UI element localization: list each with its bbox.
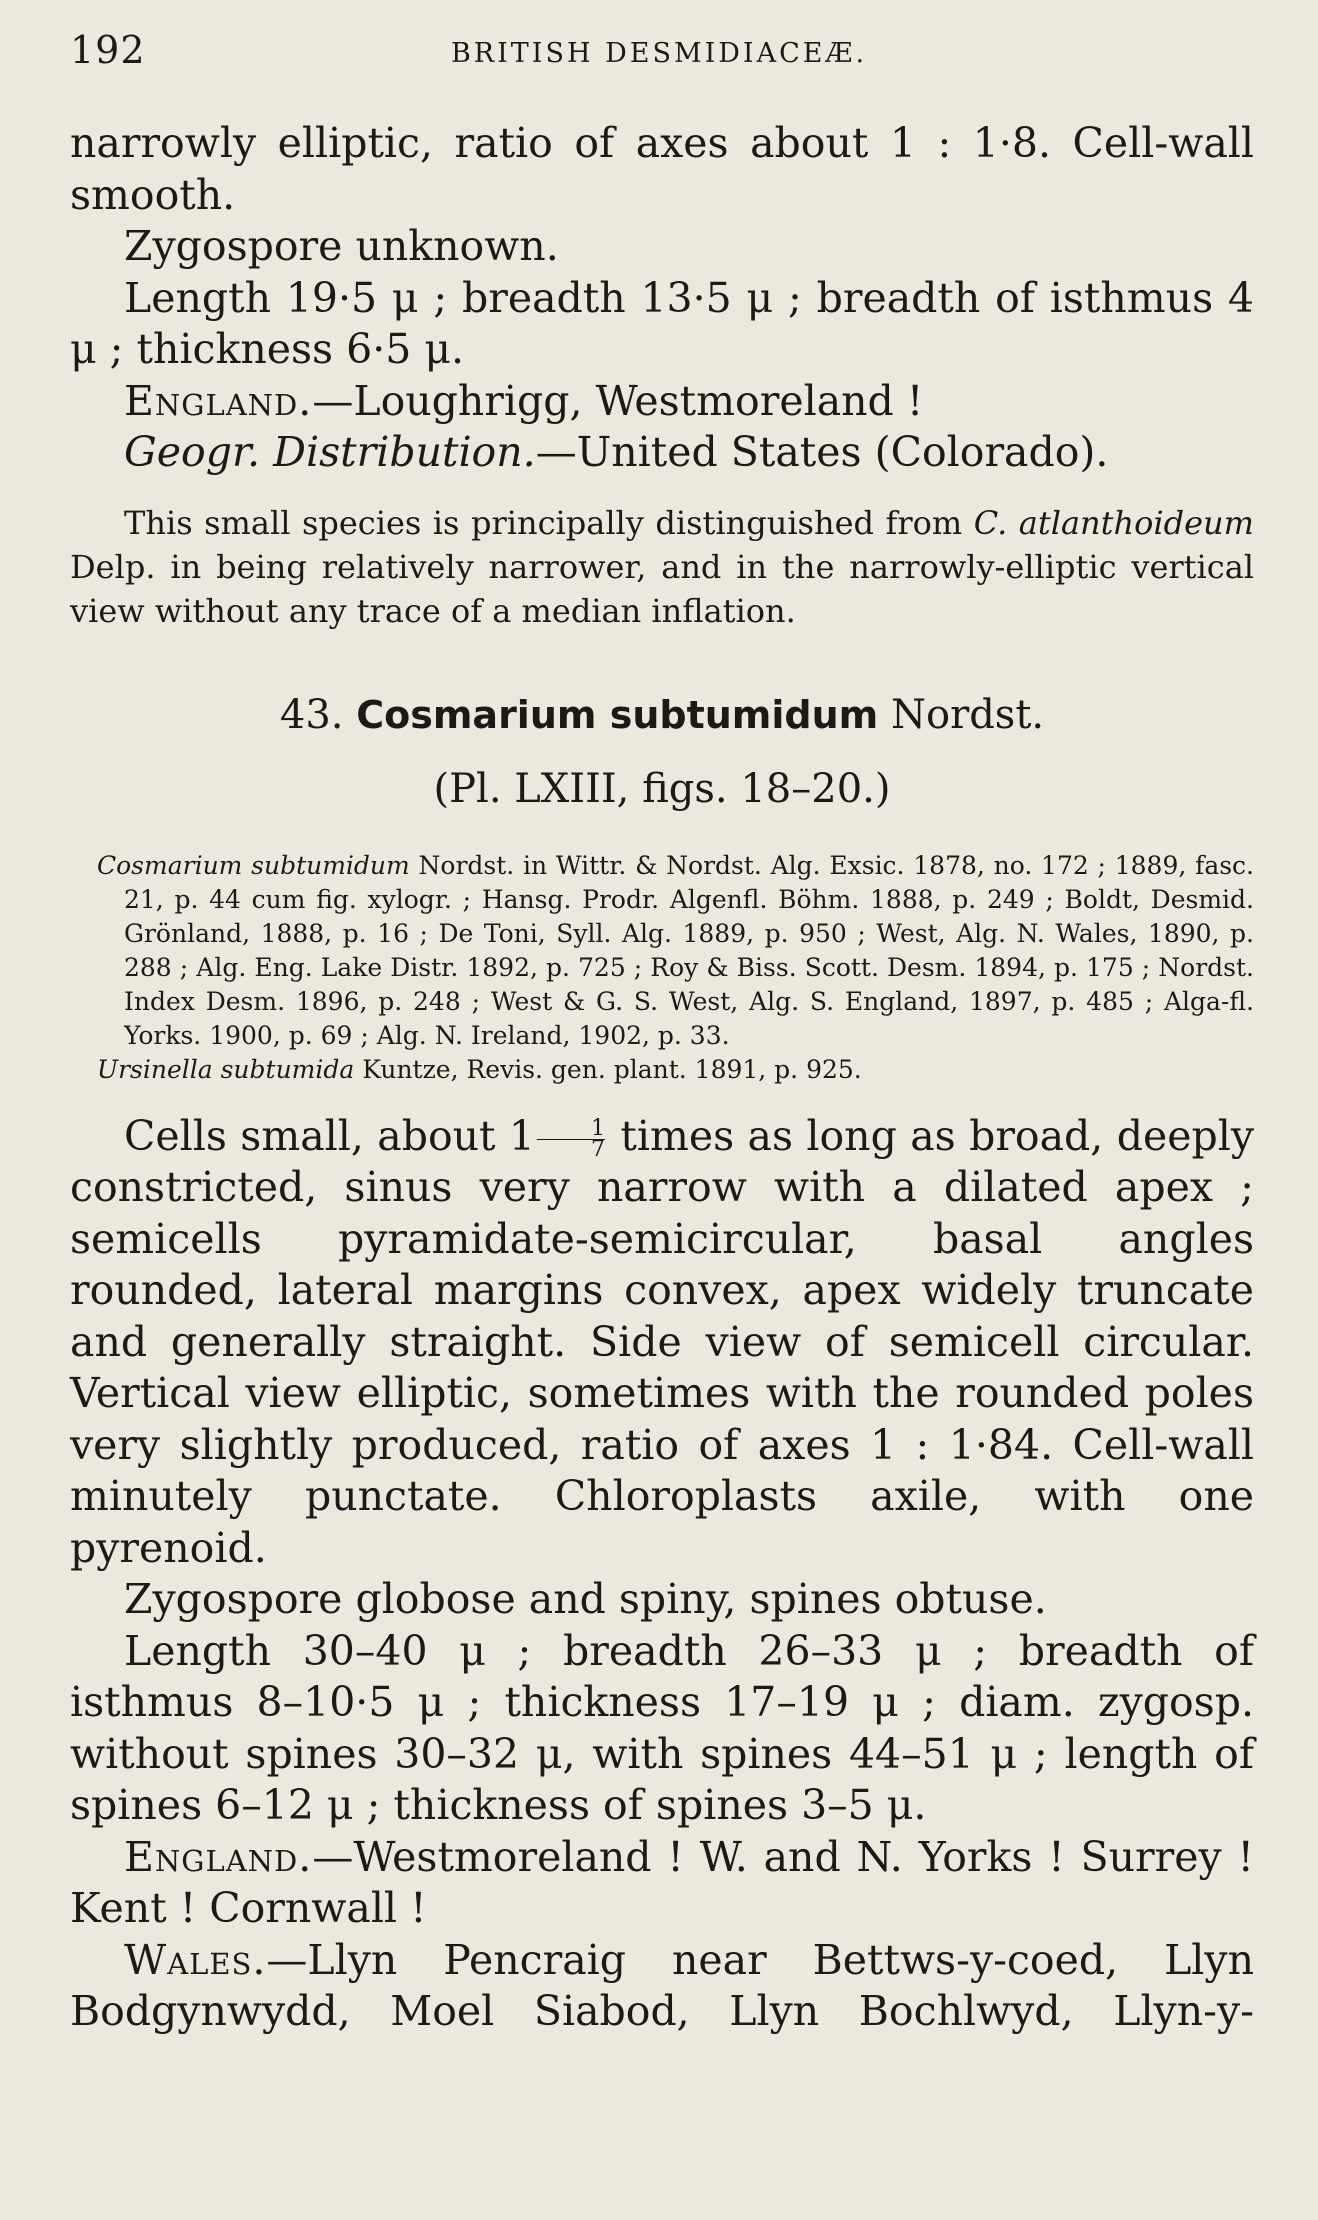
note-text-pre: This small species is principally distinguished from bbox=[124, 503, 974, 542]
species-heading bbox=[70, 689, 1254, 741]
geogr-label: Geogr. Distribution. bbox=[124, 428, 536, 476]
description-start: Cells small, about 1 bbox=[124, 1111, 535, 1160]
plate-reference: (Pl. LXIII, figs. 18–20.) bbox=[433, 765, 891, 812]
synonym-taxon: Ursinella subtumida bbox=[97, 1054, 355, 1084]
prev-species-note bbox=[70, 501, 1254, 633]
synonym-citations: Kuntze, Revis. gen. plant. 1891, p. 925. bbox=[354, 1054, 862, 1084]
locality-england bbox=[70, 1832, 1254, 1935]
fraction bbox=[537, 1115, 605, 1162]
species-name: Cosmarium subtumidum bbox=[356, 692, 879, 737]
fraction-denominator: 7 bbox=[537, 1139, 605, 1160]
note-taxon: C. atlanthoideum bbox=[973, 503, 1255, 542]
note-text-post: Delp. in being relatively narrower, and in the narrowly-elliptic vertical view without any trace of a median inflation. bbox=[70, 547, 1254, 630]
synonym-entry bbox=[70, 849, 1254, 1053]
prev-zygospore: Zygospore unknown. bbox=[124, 222, 559, 270]
prev-geographic-distribution bbox=[70, 427, 1254, 479]
country-label: Wales. bbox=[124, 1935, 267, 1984]
species-number: 43. bbox=[279, 691, 344, 738]
zygospore-description: Zygospore globose and spiny, spines obtuse. bbox=[124, 1575, 1047, 1623]
locality-wales bbox=[70, 1935, 1254, 2038]
species-description bbox=[70, 1111, 1254, 1575]
species-author: Nordst. bbox=[891, 691, 1045, 738]
page-body bbox=[70, 118, 1254, 2038]
running-title: BRITISH DESMIDIACEÆ. bbox=[450, 38, 868, 69]
continued-description: narrowly elliptic, ratio of axes about 1 : 1·8. Cell-wall smooth. bbox=[70, 119, 1254, 219]
prev-locality-england bbox=[70, 376, 1254, 428]
country-label: England. bbox=[124, 376, 313, 425]
description-rest: times as long as broad, deeply constricted, sinus very narrow with a dilated apex ; semicells pyramidate-semicircular, basal angles rounded, lateral margins convex, apex widely truncate and generally straight. Side view of semicell circular. Vertical view elliptic, sometimes with the rounded poles very slightly produced, ratio of axes 1 : 1·84. Cell-wall minutely punctate. Chloroplasts axile, with one pyrenoid. bbox=[70, 1111, 1254, 1572]
measurements: Length 30–40 μ ; breadth 26–33 μ ; breadth of isthmus 8–10·5 μ ; thickness 17–19 μ ; diam. zygosp. without spines 30–32 μ, with spines 44–51 μ ; length of spines 6–12 μ ; thickness of spines 3–5 μ. bbox=[70, 1626, 1254, 1829]
locality-text: —Loughrigg, Westmoreland ! bbox=[312, 376, 924, 425]
prev-measurements: Length 19·5 μ ; breadth 13·5 μ ; breadth of isthmus 4 μ ; thickness 6·5 μ. bbox=[70, 273, 1254, 373]
synonymy-block bbox=[70, 849, 1254, 1087]
fraction-numerator: 1 bbox=[591, 1115, 605, 1141]
synonym-entry bbox=[70, 1053, 1254, 1087]
page-number: 192 bbox=[70, 28, 146, 72]
country-label: England. bbox=[124, 1832, 313, 1881]
geogr-text: —United States (Colorado). bbox=[535, 428, 1109, 476]
page-header bbox=[70, 28, 1248, 78]
locality-text: —Llyn Pencraig near Bettws-y-coed, Llyn Bodgynwydd, Moel Siabod, Llyn Bochlwyd, Llyn-y- bbox=[70, 1935, 1254, 2035]
synonym-citations: Nordst. in Wittr. & Nordst. Alg. Exsic. 1878, no. 172 ; 1889, fasc. 21, p. 44 cum fig. xylogr. ; Hansg. Prodr. Algenfl. Böhm. 1888, p. 249 ; Boldt, Desmid. Grönland, 1888, p. 16 ; De Toni, Syll. Alg. 1889, p. 950 ; West, Alg. N. Wales, 1890, p. 288 ; Alg. Eng. Lake Distr. 1892, p. 725 ; Roy & Biss. Scott. Desm. 1894, p. 175 ; Nordst. Index Desm. 1896, p. 248 ; West & G. S. West, Alg. S. England, 1897, p. 485 ; Alga-fl. Yorks. 1900, p. 69 ; Alg. N. Ireland, 1902, p. 33. bbox=[124, 850, 1255, 1050]
locality-text: —Westmoreland ! W. and N. Yorks ! Surrey ! Kent ! Cornwall ! bbox=[70, 1832, 1254, 1932]
synonym-taxon: Cosmarium subtumidum bbox=[97, 850, 410, 880]
